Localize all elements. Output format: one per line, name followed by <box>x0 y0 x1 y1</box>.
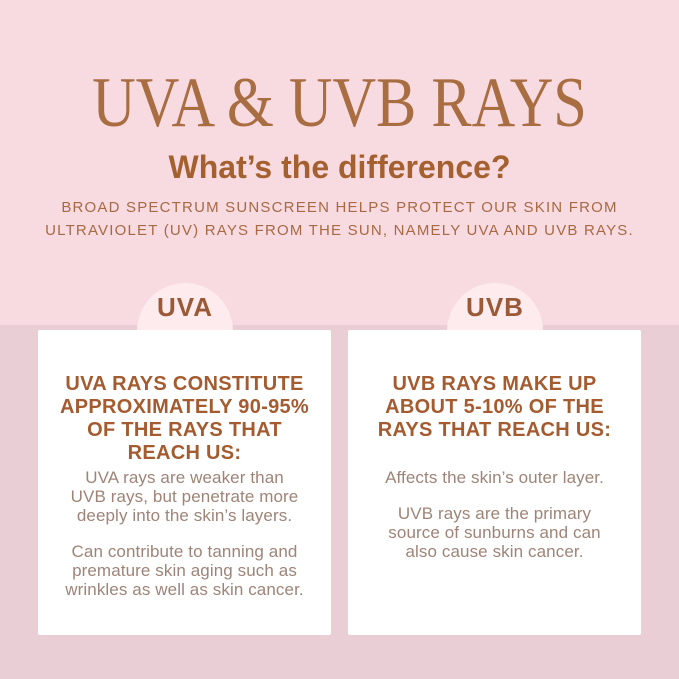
card-uvb-heading: UVB RAYS MAKE UP ABOUT 5-10% OF THE RAYS THAT REACH US: <box>377 373 612 441</box>
card-uvb-paragraph-1: Affects the skin’s outer layer. <box>385 468 604 487</box>
card-uva <box>38 330 331 635</box>
intro-text: BROAD SPECTRUM SUNSCREEN HELPS PROTECT OUR SKIN FROM ULTRAVIOLET (UV) RAYS FROM THE SUN, NAMELY UVA AND UVB RAYS. <box>45 199 634 239</box>
page-subtitle: What’s the difference? <box>168 149 511 185</box>
bubble-uvb-label: UVB <box>466 292 524 322</box>
page-title: UVA & UVB RAYS <box>92 64 587 142</box>
card-uvb-paragraph-2: UVB rays are the primary source of sunburns and can also cause skin cancer. <box>388 504 601 561</box>
card-uva-paragraph-2: Can contribute to tanning and premature skin aging such as wrinkles as well as skin cancer. <box>65 542 304 599</box>
card-uvb <box>348 330 641 635</box>
card-uva-paragraph-1: UVA rays are weaker than UVB rays, but penetrate more deeply into the skin’s layers. <box>70 468 299 525</box>
card-uva-heading: UVA RAYS CONSTITUTE APPROXIMATELY 90-95% OF THE RAYS THAT REACH US: <box>59 373 310 464</box>
bubble-uva-label: UVA <box>157 292 213 322</box>
